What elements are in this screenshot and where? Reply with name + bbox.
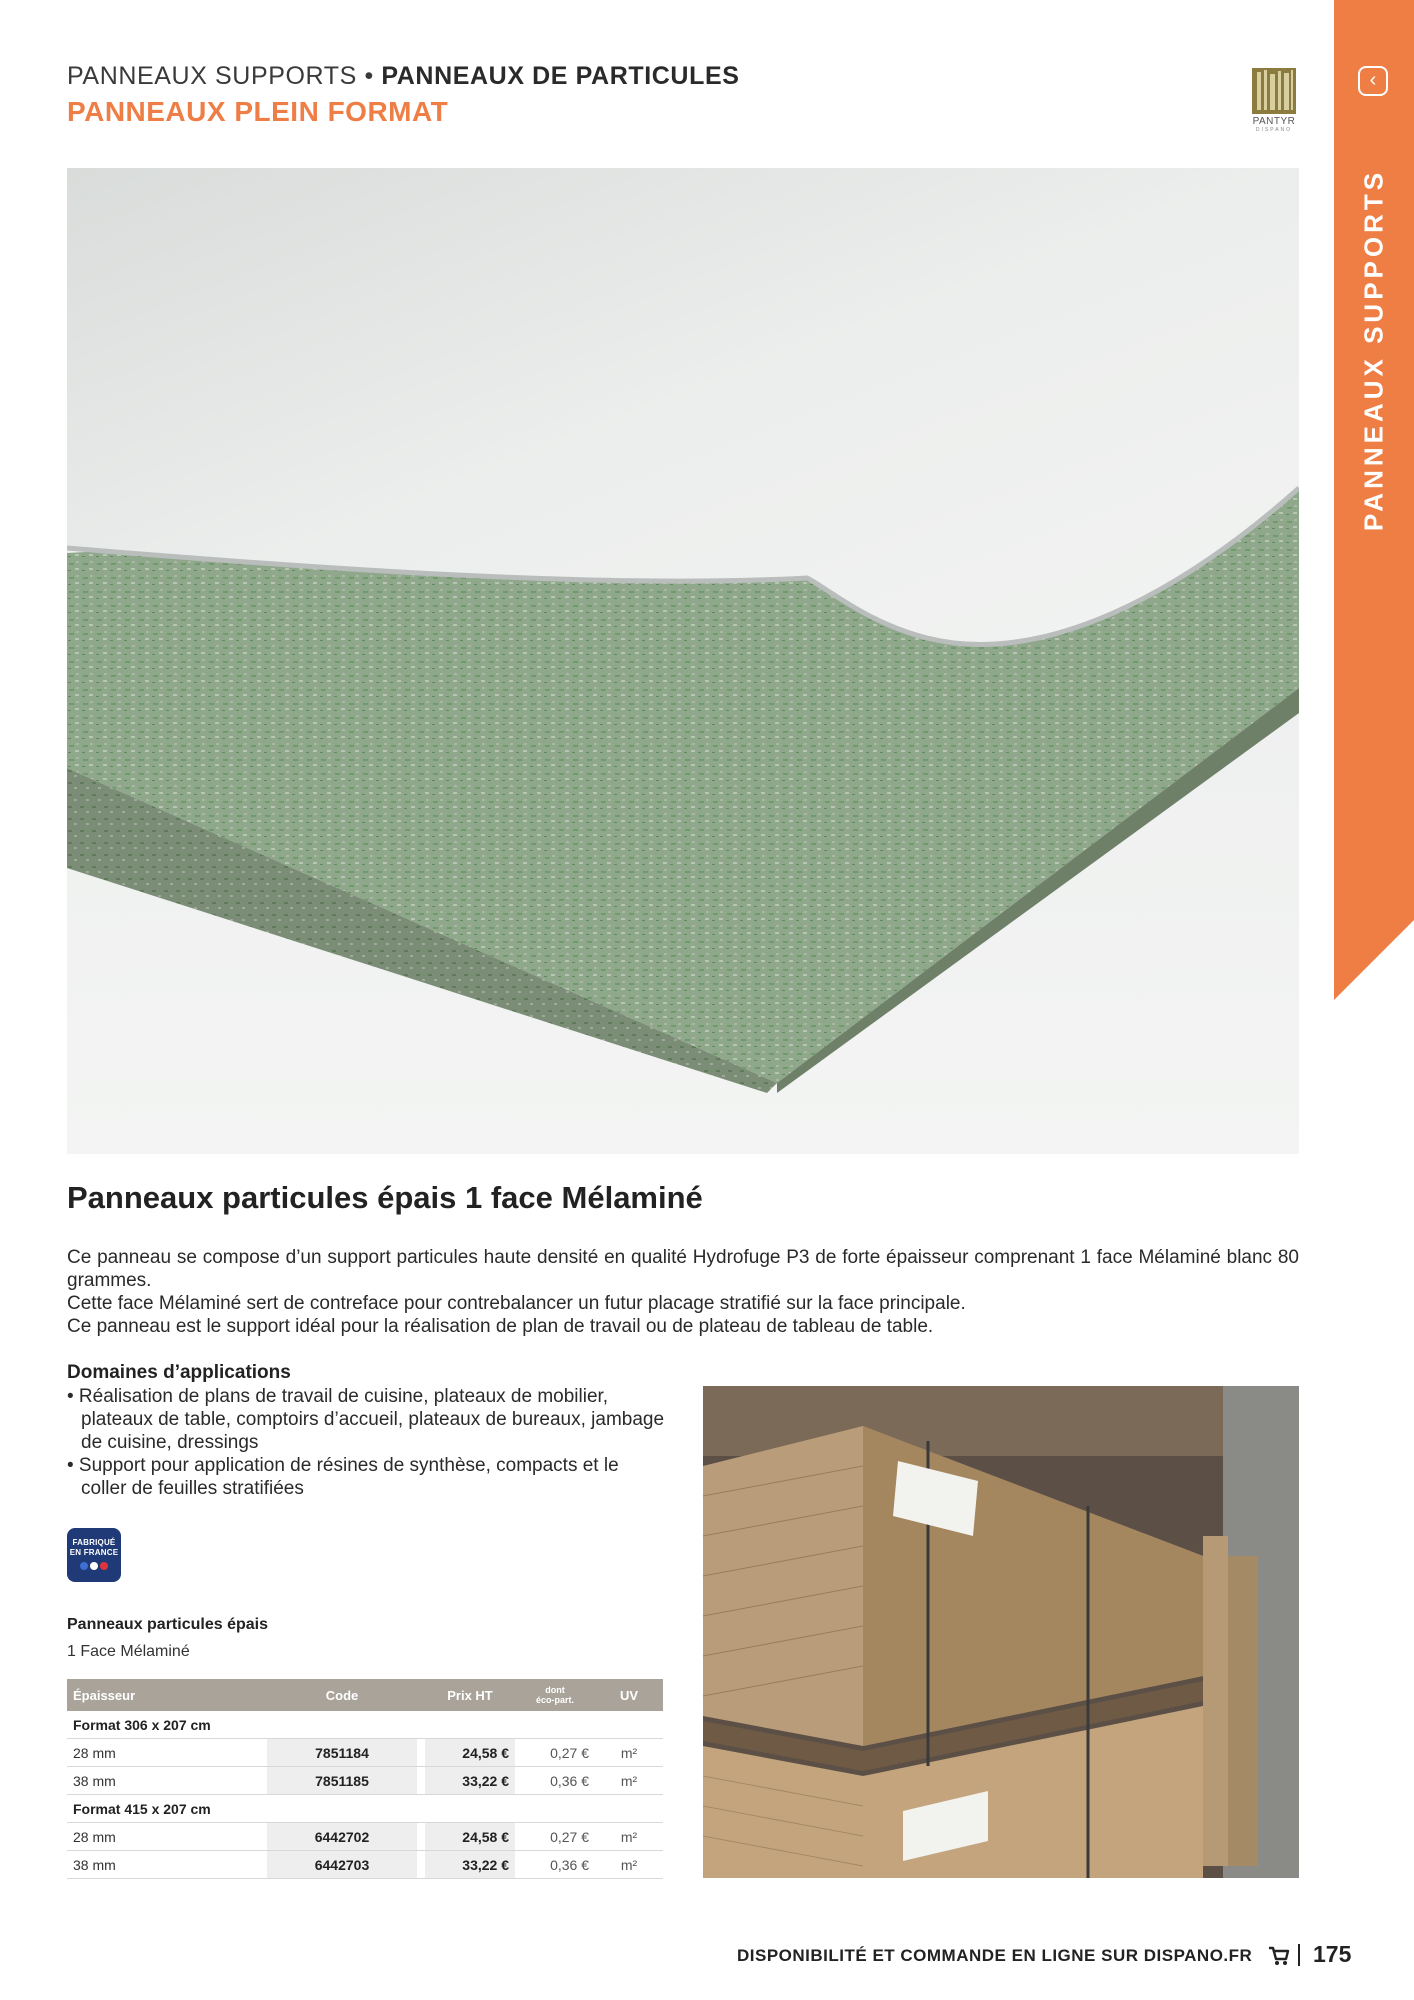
product-description xyxy=(67,1246,1299,1338)
made-in-france-badge xyxy=(67,1528,121,1582)
hero-product-image xyxy=(67,168,1299,1154)
page-title: PANNEAUX PLEIN FORMAT xyxy=(67,96,449,127)
brand-logo xyxy=(1248,68,1300,133)
cell-thickness: 38 mm xyxy=(67,1851,267,1879)
panel-stacks-illustration xyxy=(703,1386,1299,1878)
applications-title: Domaines d’applications xyxy=(67,1362,291,1383)
cell-price: 33,22 € xyxy=(425,1767,515,1795)
price-table xyxy=(67,1679,663,1879)
format-label: Format 415 x 207 cm xyxy=(67,1795,663,1823)
table-subtitle: 1 Face Mélaminé xyxy=(67,1643,190,1660)
cell-uv: m² xyxy=(595,1767,663,1795)
page-number: 175 xyxy=(1313,1941,1352,1967)
header-price: Prix HT xyxy=(425,1679,515,1711)
cell-eco: 0,27 € xyxy=(515,1823,595,1851)
shopping-cart-icon[interactable] xyxy=(1268,1946,1290,1966)
brand-subtitle: DISPANO xyxy=(1255,127,1293,133)
format-row xyxy=(67,1795,663,1823)
description-paragraph: Ce panneau se compose d’un support particules haute densité en qualité Hydrofuge P3 de forte épaisseur comprenant 1 face Mélaminé blanc 80 grammes. xyxy=(67,1247,1299,1291)
cell-eco: 0,36 € xyxy=(515,1851,595,1879)
french-flag-dots-icon xyxy=(67,1562,121,1570)
table-row[interactable] xyxy=(67,1767,663,1795)
cell-eco: 0,27 € xyxy=(515,1739,595,1767)
cell-thickness: 28 mm xyxy=(67,1823,267,1851)
header-thickness: Épaisseur xyxy=(67,1679,267,1711)
header-code: Code xyxy=(267,1679,417,1711)
warehouse-photo xyxy=(703,1386,1299,1878)
application-item: • Réalisation de plans de travail de cuisine, plateaux de mobilier, plateaux de table, comptoirs d’accueil, plateaux de bureaux, jambage de cuisine, dressings xyxy=(67,1386,665,1453)
mif-line1: FABRIQUÉ xyxy=(72,1538,116,1547)
cell-price: 24,58 € xyxy=(425,1739,515,1767)
cell-thickness: 38 mm xyxy=(67,1767,267,1795)
format-row xyxy=(67,1711,663,1739)
breadcrumb-category[interactable]: PANNEAUX DE PARTICULES xyxy=(381,62,740,90)
table-header-row xyxy=(67,1679,663,1711)
header-eco: dont éco-part. xyxy=(515,1679,595,1711)
cell-price: 24,58 € xyxy=(425,1823,515,1851)
table-title: Panneaux particules épais xyxy=(67,1616,268,1633)
cell-code[interactable]: 7851184 xyxy=(267,1739,417,1767)
table-row[interactable] xyxy=(67,1823,663,1851)
cell-thickness: 28 mm xyxy=(67,1739,267,1767)
application-item: • Support pour application de résines de synthèse, compacts et le coller de feuilles stratifiées xyxy=(67,1455,619,1499)
breadcrumb-section[interactable]: PANNEAUX SUPPORTS xyxy=(67,62,357,90)
breadcrumb xyxy=(67,62,740,91)
cell-uv: m² xyxy=(595,1823,663,1851)
table-row[interactable] xyxy=(67,1851,663,1879)
cell-code[interactable]: 6442702 xyxy=(267,1823,417,1851)
chevron-left-icon[interactable]: ‹ xyxy=(1358,66,1388,96)
description-paragraph: Cette face Mélaminé sert de contreface pour contrebalancer un futur placage stratifié sur la face principale. xyxy=(67,1293,966,1314)
particle-board-illustration xyxy=(67,168,1299,1154)
pantyr-logo-icon xyxy=(1252,68,1296,114)
footer-separator xyxy=(1298,1944,1300,1966)
table-row[interactable] xyxy=(67,1739,663,1767)
cell-eco: 0,36 € xyxy=(515,1767,595,1795)
cell-price: 33,22 € xyxy=(425,1851,515,1879)
footer-text[interactable]: DISPONIBILITÉ ET COMMANDE EN LIGNE SUR DISPANO.FR xyxy=(737,1946,1253,1965)
cell-code[interactable]: 6442703 xyxy=(267,1851,417,1879)
cell-uv: m² xyxy=(595,1739,663,1767)
description-paragraph: Ce panneau est le support idéal pour la réalisation de plan de travail ou de plateau de tableau de table. xyxy=(67,1316,934,1337)
applications-list xyxy=(67,1385,667,1500)
side-tab-label[interactable]: PANNEAUX SUPPORTS xyxy=(1358,168,1389,532)
cell-code[interactable]: 7851185 xyxy=(267,1767,417,1795)
brand-name: PANTYR xyxy=(1252,116,1296,127)
breadcrumb-separator: • xyxy=(356,62,382,90)
mif-line2: EN FRANCE xyxy=(69,1548,119,1557)
cell-uv: m² xyxy=(595,1851,663,1879)
format-label: Format 306 x 207 cm xyxy=(67,1711,663,1739)
header-uv: UV xyxy=(595,1679,663,1711)
product-title: Panneaux particules épais 1 face Mélaminé xyxy=(67,1180,703,1215)
